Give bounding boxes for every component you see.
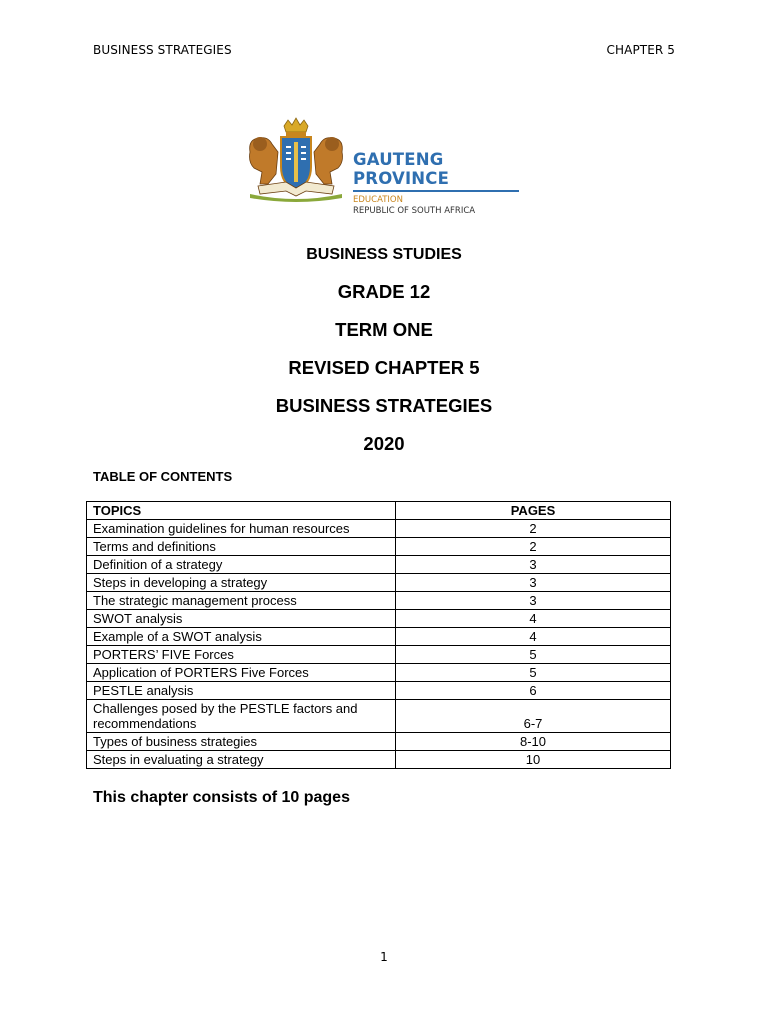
table-row [87, 520, 671, 538]
toc-topic-cell: PORTERS’ FIVE Forces [87, 646, 396, 664]
table-row [87, 646, 671, 664]
table-row [87, 538, 671, 556]
toc-pages-cell: 2 [396, 520, 671, 538]
toc-pages-cell: 3 [396, 574, 671, 592]
table-row [87, 700, 671, 733]
term-title: TERM ONE [335, 319, 433, 340]
toc-topic-cell: Steps in evaluating a strategy [87, 751, 396, 769]
toc-pages-cell: 5 [396, 664, 671, 682]
toc-header-pages: PAGES [396, 502, 671, 520]
toc-pages-cell: 4 [396, 610, 671, 628]
header-right-chapter: CHAPTER 5 [606, 43, 675, 57]
chapter-length-note: This chapter consists of 10 pages [93, 789, 350, 806]
toc-topic-cell: PESTLE analysis [87, 682, 396, 700]
table-row [87, 682, 671, 700]
year-title: 2020 [363, 433, 405, 454]
toc-pages-cell: 2 [396, 538, 671, 556]
subject-title: BUSINESS STUDIES [306, 246, 462, 263]
toc-header-row [87, 502, 671, 520]
table-row [87, 556, 671, 574]
toc-pages-cell: 8-10 [396, 733, 671, 751]
toc-pages-cell: 10 [396, 751, 671, 769]
table-row [87, 733, 671, 751]
logo-subtitle-country: REPUBLIC OF SOUTH AFRICA [353, 206, 476, 216]
logo-subtitle-education: EDUCATION [353, 195, 403, 205]
toc-topic-cell: The strategic management process [87, 592, 396, 610]
toc-pages-cell: 6 [396, 682, 671, 700]
toc-topic-cell: Types of business strategies [87, 733, 396, 751]
logo-title: GAUTENG PROVINCE [353, 150, 450, 188]
revised-chapter-title: REVISED CHAPTER 5 [288, 357, 480, 378]
table-row [87, 592, 671, 610]
toc-topic-cell: Definition of a strategy [87, 556, 396, 574]
logo-underline [353, 190, 519, 192]
toc-header-topics: TOPICS [87, 502, 396, 520]
toc-topic-cell: SWOT analysis [87, 610, 396, 628]
toc-pages-cell: 5 [396, 646, 671, 664]
toc-pages-cell: 4 [396, 628, 671, 646]
toc-pages-cell: 3 [396, 592, 671, 610]
toc-pages-cell: 3 [396, 556, 671, 574]
chapter-name-title: BUSINESS STRATEGIES [275, 395, 493, 416]
table-row [87, 628, 671, 646]
toc-heading: TABLE OF CONTENTS [93, 469, 233, 484]
table-row [87, 610, 671, 628]
toc-topic-cell: Terms and definitions [87, 538, 396, 556]
logo-text [353, 150, 530, 216]
table-of-contents [86, 501, 671, 769]
toc-pages-cell: 6-7 [396, 700, 671, 733]
toc-topic-cell: Application of PORTERS Five Forces [87, 664, 396, 682]
toc-topic-cell: Example of a SWOT analysis [87, 628, 396, 646]
table-row [87, 574, 671, 592]
toc-topic-cell: Challenges posed by the PESTLE factors and recommendations [87, 700, 396, 733]
toc-topic-cell: Examination guidelines for human resources [87, 520, 396, 538]
gauteng-logo [240, 112, 530, 216]
table-row [87, 751, 671, 769]
coat-of-arms-icon [240, 112, 352, 202]
table-row [87, 664, 671, 682]
header-left-title: BUSINESS STRATEGIES [93, 43, 232, 57]
page-number: 1 [380, 950, 388, 964]
toc-topic-cell: Steps in developing a strategy [87, 574, 396, 592]
grade-title: GRADE 12 [337, 281, 431, 302]
